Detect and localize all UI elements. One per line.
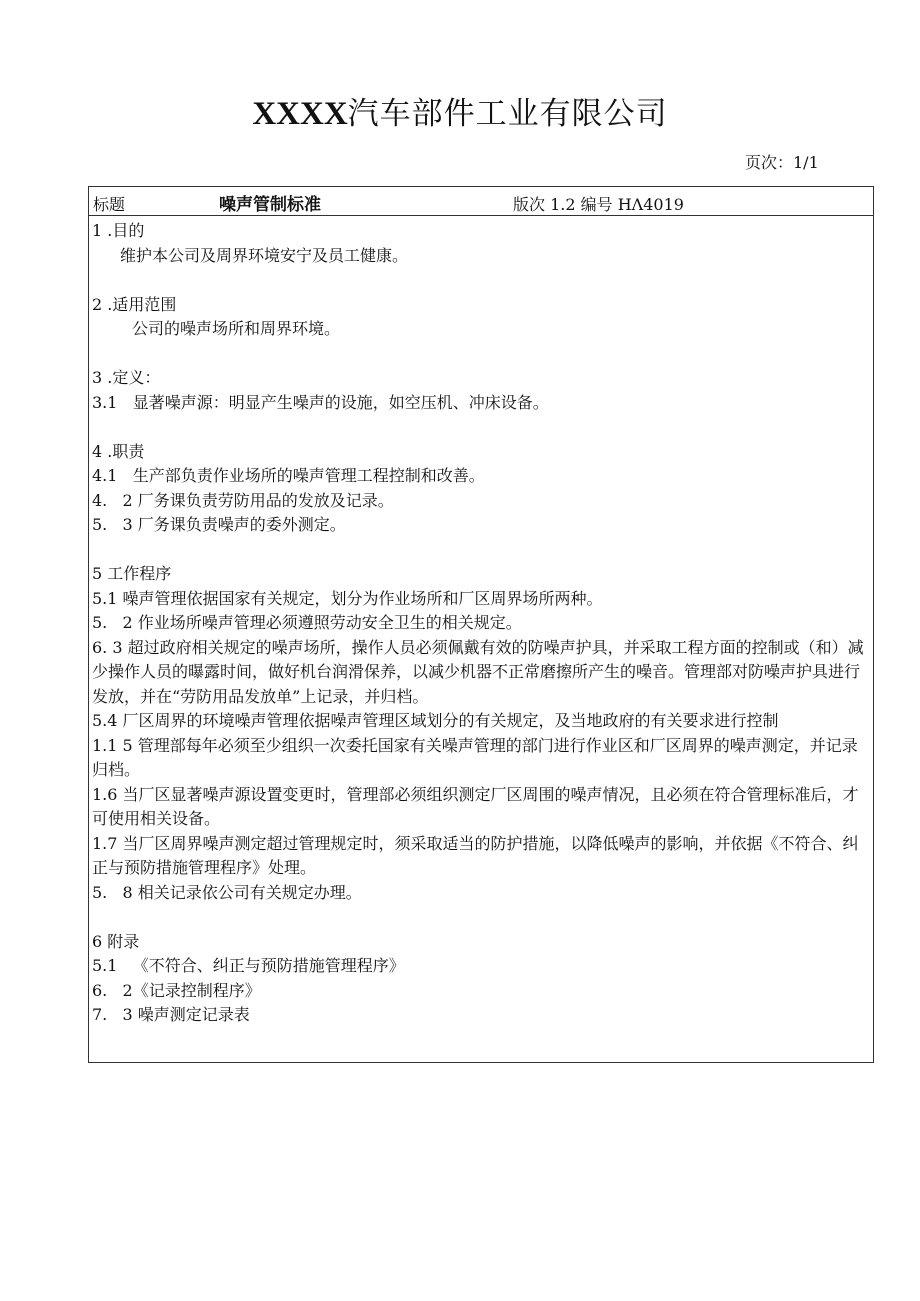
version-number: 版次 1.2 编号 HΛ4019 (513, 195, 684, 214)
clause: 6. 3 超过政府相关规定的噪声场所，操作人员必须佩戴有效的防噪声护具，并采取工程方面的控制或（和）减少操作人员的曝露时间，做好机台润滑保养，以减少机器不正常磨擦所产生的噪音。管理部对防噪声护具进行发放，并在“劳防用品发放单”上记录，并归档。 (92, 637, 864, 706)
section-heading: 3 .定义： (92, 368, 161, 387)
clause: 3.1 显著噪声源：明显产生噪声的设施，如空压机、冲床设备。 (92, 392, 549, 412)
section-heading: 1 .目的 (92, 221, 145, 240)
clause: 1.7 当厂区周界噪声测定超过管理规定时，须采取适当的防护措施，以降低噪声的影响，并依据《不符合、纠正与预防措施管理程序》处理。 (92, 833, 859, 877)
appendix-item: 7. 3 噪声测定记录表 (92, 1005, 250, 1024)
appendix-item: 6. 2《记录控制程序》 (92, 980, 261, 1000)
section-heading: 6 附录 (92, 931, 140, 951)
section-heading: 2 .适用范围 (92, 294, 177, 314)
section-text: 维护本公司及周界环境安宁及员工健康。 (120, 245, 409, 265)
clause: 5.4 厂区周界的环境噪声管理依据噪声管理区域划分的有关规定，及当地政府的有关要求进行控制 (92, 711, 779, 730)
clause: 1.6 当厂区显著噪声源设置变更时，管理部必须组织测定厂区周围的噪声情况，且必须在符合管理标准后，才可使用相关设备。 (92, 784, 859, 828)
header-row (89, 187, 873, 216)
clause: 5. 8 相关记录依公司有关规定办理。 (92, 882, 362, 902)
company-brand: XXXX (252, 96, 348, 132)
company-name: 汽车部件工业有限公司 (347, 96, 668, 132)
document-title (0, 88, 920, 133)
clause: 1.1 5 管理部每年必须至少组织一次委托国家有关噪声管理的部门进行作业区和厂区周界的噪声测定，并记录归档。 (92, 735, 858, 779)
section-heading: 5 工作程序 (92, 564, 172, 583)
section-heading: 4 .职责 (92, 441, 145, 461)
clause: 5.1 噪声管理依据国家有关规定，划分为作业场所和厂区周界场所两种。 (92, 588, 603, 608)
appendix-item: 5.1 《不符合、纠正与预防措施管理程序》 (92, 956, 405, 975)
standard-title: 噪声管制标准 (219, 195, 321, 215)
section-text: 公司的噪声场所和周界环境。 (132, 319, 341, 338)
document-table (88, 186, 874, 1063)
title-label: 标题 (93, 195, 126, 214)
clause: 4. 2 厂务课负责劳防用品的发放及记录。 (92, 490, 394, 510)
page-number: 页次：1/1 (745, 153, 819, 172)
clause: 5. 3 厂务课负责噪声的委外测定。 (92, 515, 346, 534)
clause: 5. 2 作业场所噪声管理必须遵照劳动安全卫生的相关规定。 (92, 613, 522, 632)
document-body (92, 219, 870, 1028)
clause: 4.1 生产部负责作业场所的噪声管理工程控制和改善。 (92, 466, 485, 485)
